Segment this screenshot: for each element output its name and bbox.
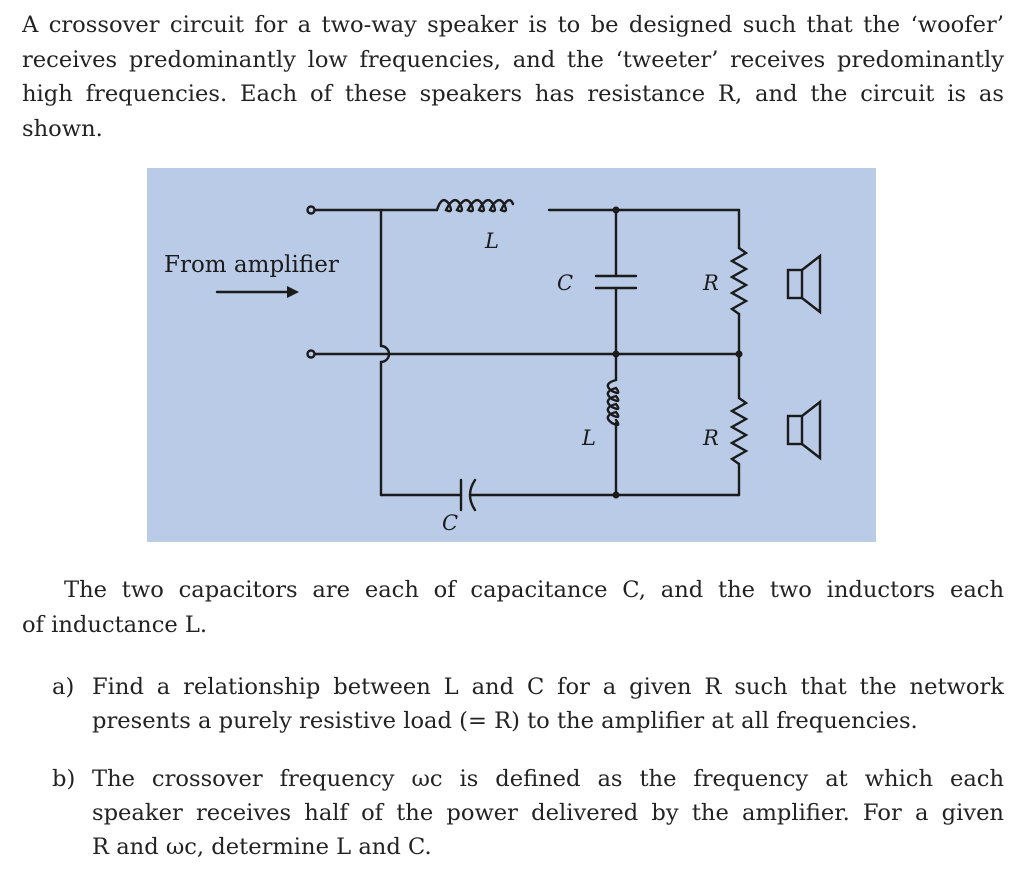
question-line: R and ωc, determine L and C. <box>92 834 432 860</box>
intro-line: A crossover circuit for a two-way speaker is to be designed such that the ‘woofer’ <box>22 12 1004 38</box>
intro-line: high frequencies. Each of these speakers has resistance R, and the circuit is as <box>22 81 1004 107</box>
question-line: Find a relationship between L and C for a given R such that the network <box>92 674 1004 700</box>
input-terminal-top <box>308 207 315 214</box>
right-arrow-icon <box>287 286 299 298</box>
intro-line: shown. <box>22 115 103 142</box>
top-resistor-label: R <box>703 271 719 295</box>
question-label: b) <box>52 766 76 792</box>
question-label: a) <box>52 674 75 700</box>
bottom-capacitor-label: C <box>442 511 459 535</box>
from-amplifier-label: From amplifier <box>164 252 339 278</box>
circuit-diagram <box>147 168 876 542</box>
paragraph-line: of inductance L. <box>22 611 208 638</box>
input-terminal-bottom <box>308 351 315 358</box>
crossover-circuit-figure <box>147 168 876 542</box>
top-inductor-label: L <box>485 229 499 253</box>
question-line: speaker receives half of the power delivered by the amplifier. For a given <box>92 800 1004 826</box>
components-paragraph <box>22 573 1004 642</box>
intro-line: receives predominantly low frequencies, and the ‘tweeter’ receives predominantly <box>22 46 1004 73</box>
top-capacitor-label: C <box>557 271 574 295</box>
upper-resistor <box>732 248 746 314</box>
woofer-speaker-icon <box>788 402 820 458</box>
intro-paragraph <box>22 8 1004 146</box>
question-a <box>52 670 1004 738</box>
paragraph-line: The two capacitors are each of capacitance C, and the two inductors each <box>64 577 1004 603</box>
tweeter-speaker-icon <box>788 256 820 312</box>
lower-resistor-label: R <box>703 426 719 450</box>
question-line: presents a purely resistive load (= R) to the amplifier at all frequencies. <box>92 708 918 734</box>
question-line: The crossover frequency ωc is defined as the frequency at which each <box>92 766 1004 792</box>
question-b <box>52 762 1004 864</box>
top-inductor <box>437 200 513 211</box>
lower-resistor <box>732 398 746 464</box>
lower-inductor <box>608 380 618 425</box>
lower-inductor-label: L <box>582 426 596 450</box>
